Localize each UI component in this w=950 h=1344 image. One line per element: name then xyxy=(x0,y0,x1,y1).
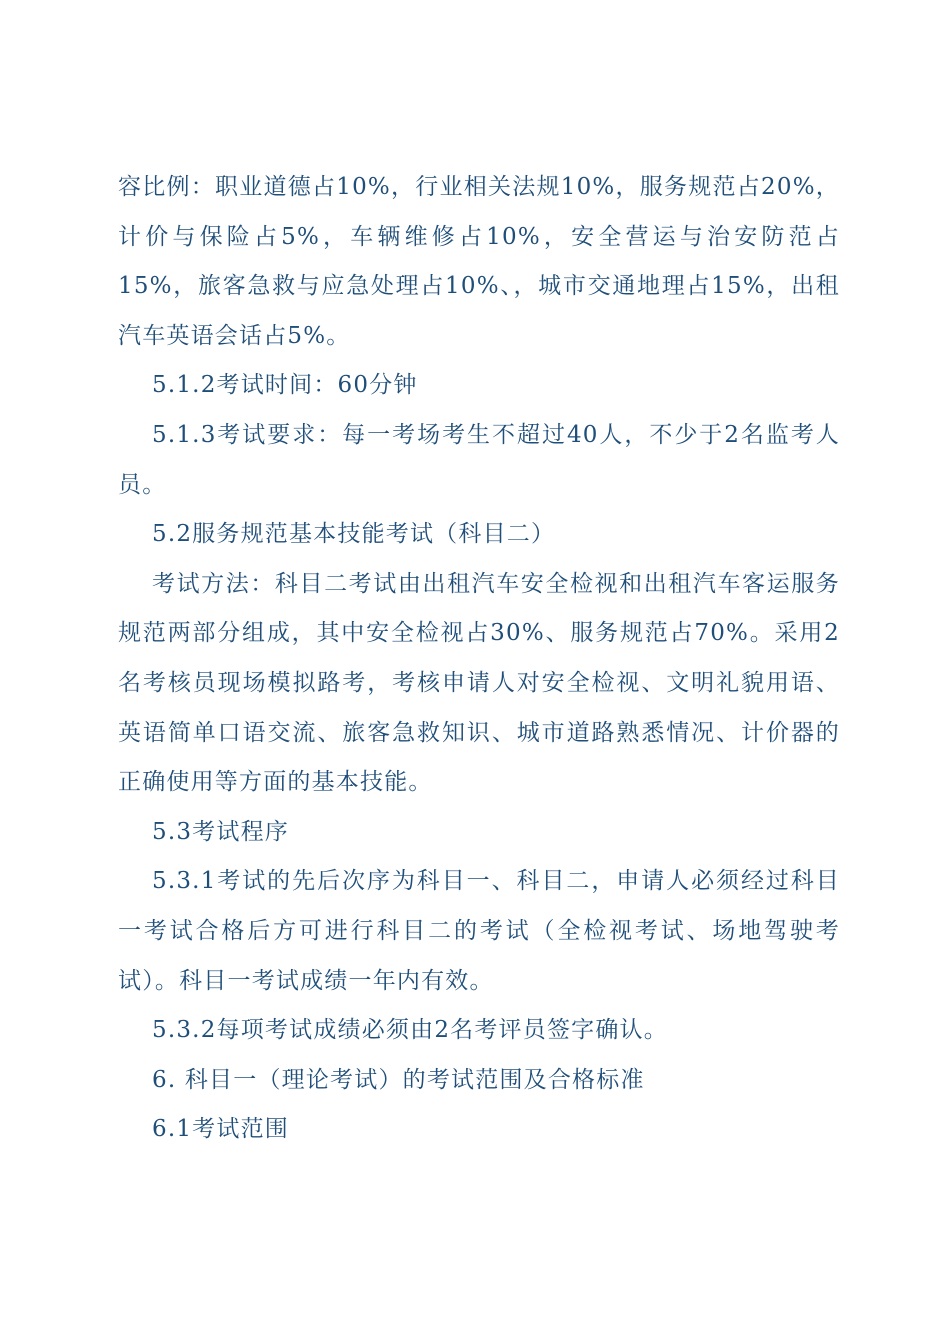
paragraph-score-confirmation: 5.3.2每项考试成绩必须由2名考评员签字确认。 xyxy=(152,1017,668,1044)
heading-service-skills-exam: 5.2服务规范基本技能考试（科目二） xyxy=(152,521,556,548)
document-body xyxy=(118,163,840,1155)
paragraph-exam-time: 5.1.2考试时间：60分钟 xyxy=(152,372,418,399)
heading-exam-scope: 6.1考试范围 xyxy=(152,1116,289,1143)
paragraph-exam-method: 考试方法：科目二考试由出租汽车安全检视和出租汽车客运服务规范两部分组成，其中安全检视占30%、服务规范占70%。采用2名考核员现场模拟路考，考核申请人对安全检视、文明礼貌用语、英语简单口语交流、旅客急救知识、城市道路熟悉情况、计价器的正确使用等方面的基本技能。 xyxy=(118,570,840,796)
heading-subject-one-scope: 6. 科目一（理论考试）的考试范围及合格标准 xyxy=(152,1066,645,1093)
paragraph-content-ratio: 容比例：职业道德占10%，行业相关法规10%，服务规范占20%，计价与保险占5%，车辆维修占10%，安全营运与治安防范占15%，旅客急救与应急处理占10%、，城市交通地理占15%，出租汽车英语会话占5%。 xyxy=(118,174,840,349)
paragraph-exam-order: 5.3.1考试的先后次序为科目一、科目二，申请人必须经过科目一考试合格后方可进行科目二的考试（全检视考试、场地驾驶考试）。科目一考试成绩一年内有效。 xyxy=(118,868,840,994)
paragraph-exam-requirements: 5.1.3考试要求：每一考场考生不超过40人，不少于2名监考人员。 xyxy=(118,421,840,498)
heading-exam-procedure: 5.3考试程序 xyxy=(152,818,289,845)
